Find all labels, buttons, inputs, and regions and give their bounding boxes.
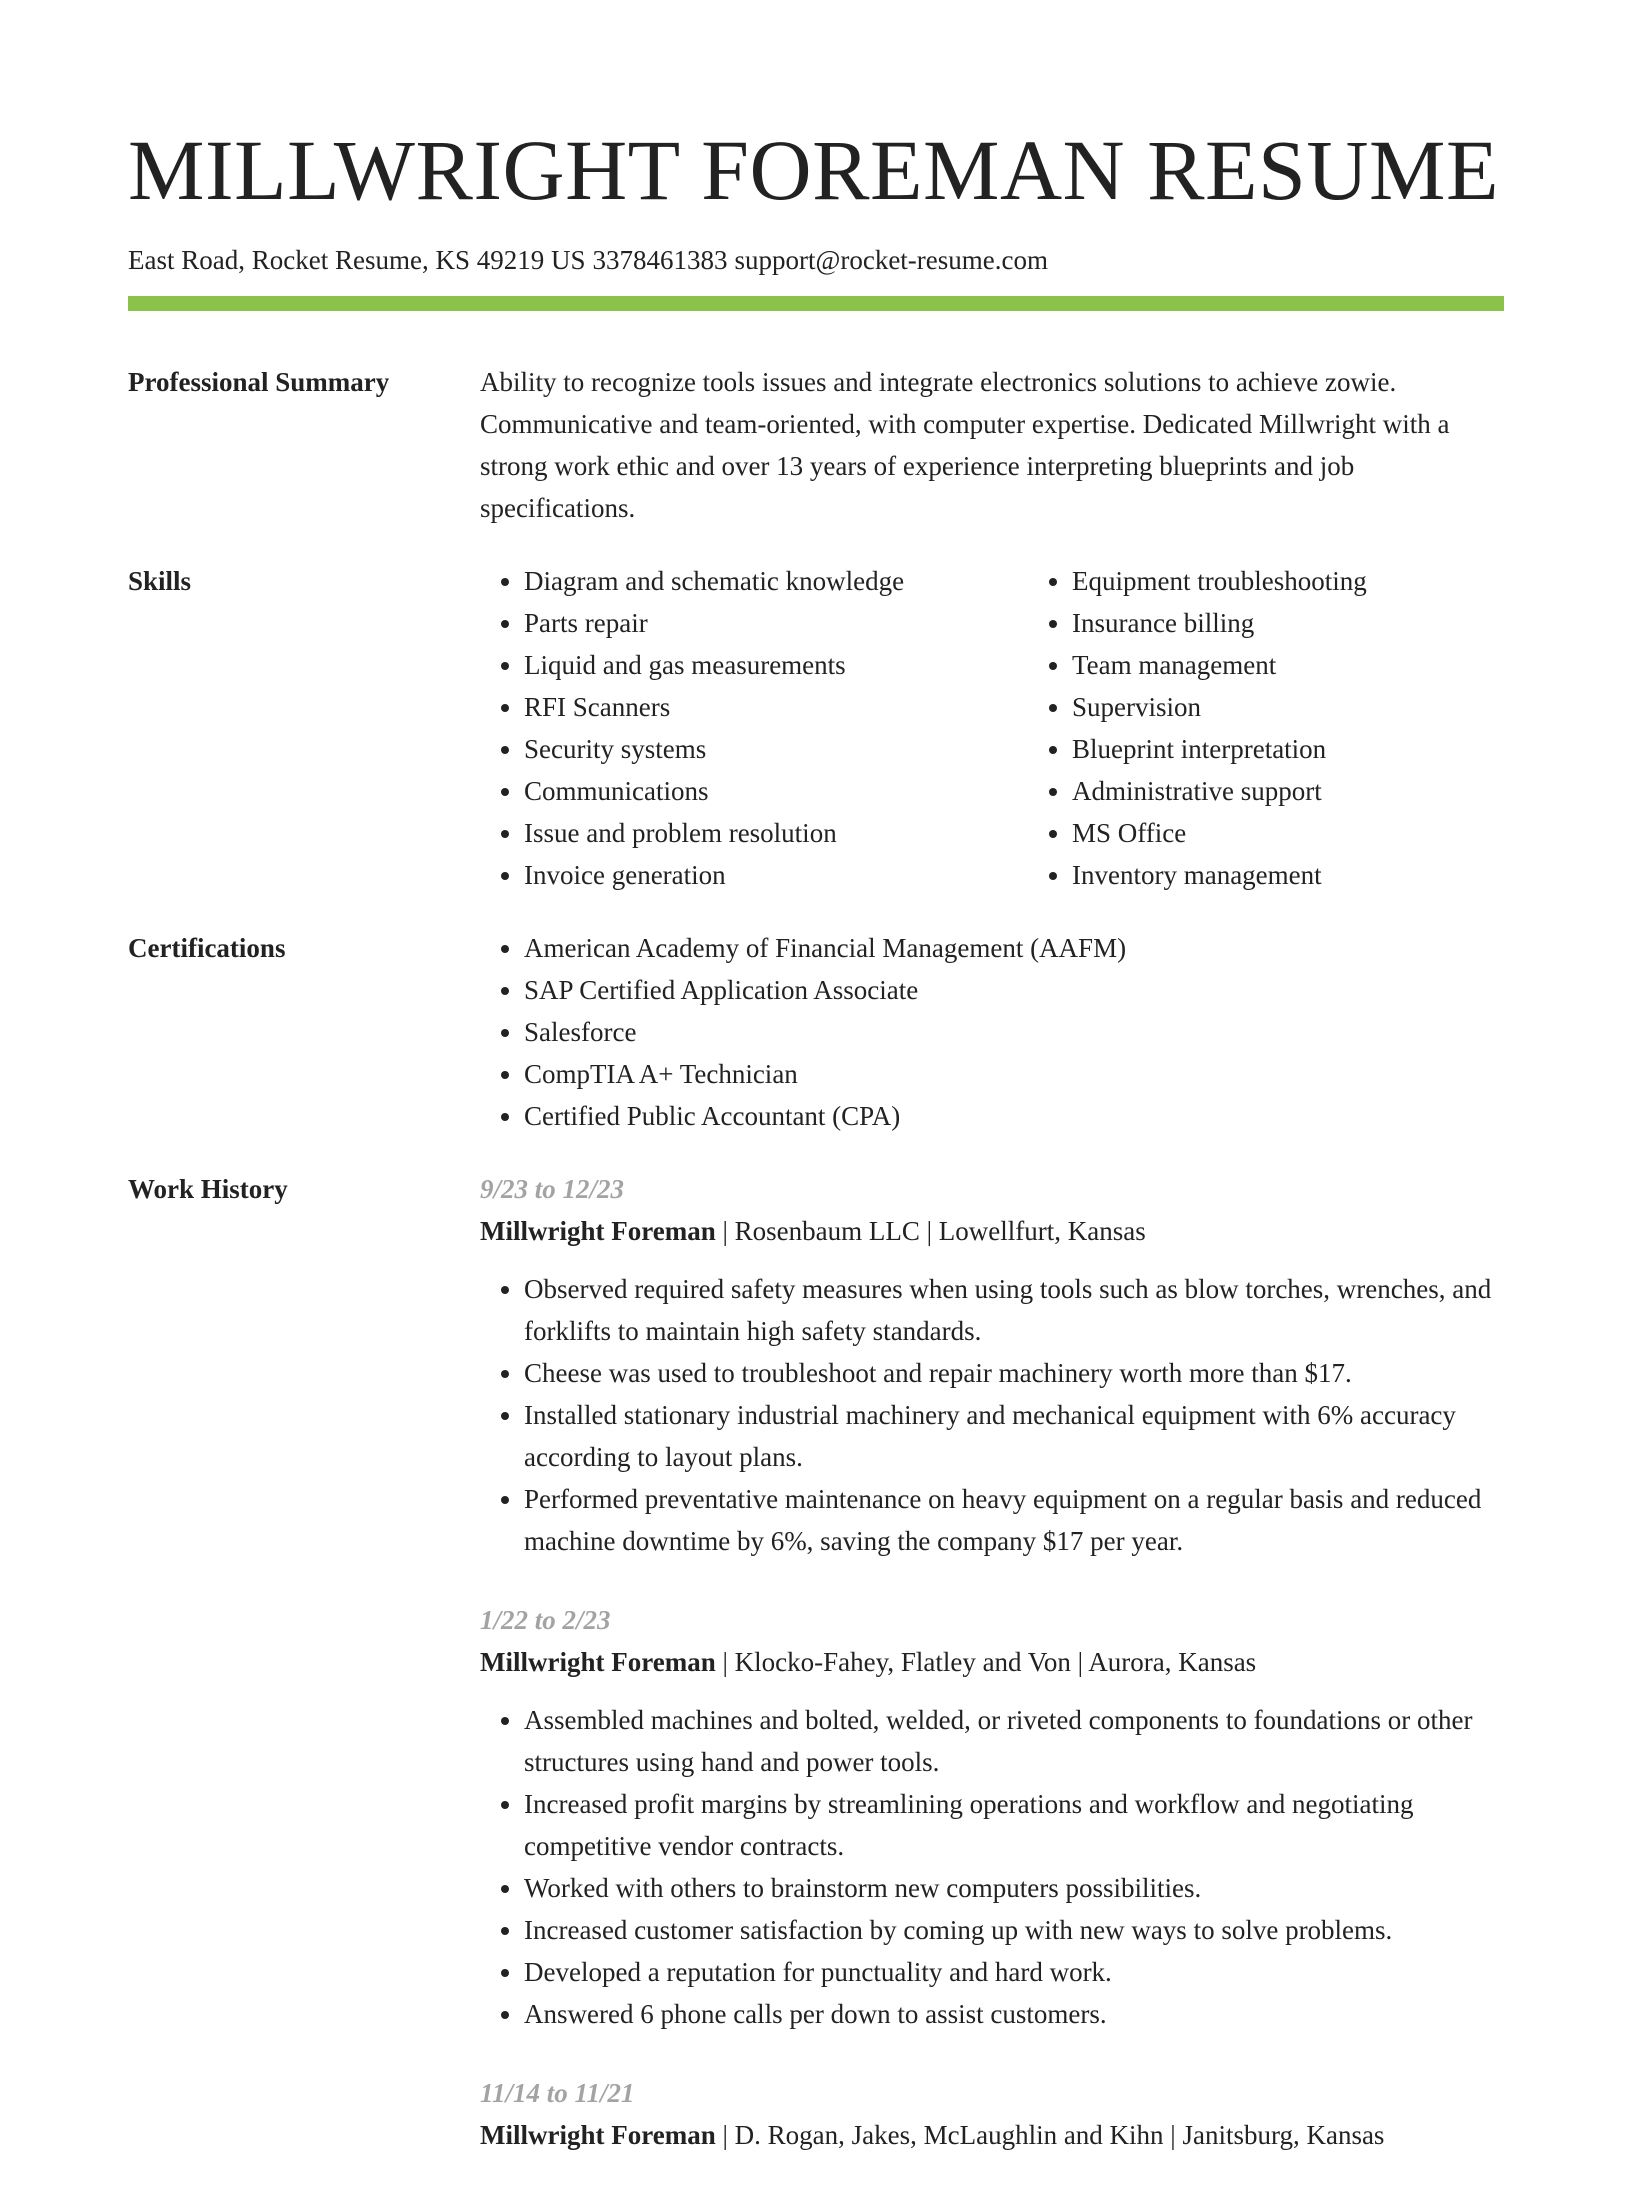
job-bullet: • Performed preventative maintenance on heavy equipment on a regular basis and reduced machine downtime by 6%, saving the company $17 per year. <box>524 1478 1504 1562</box>
job-bullet: • Worked with others to brainstorm new computers possibilities. <box>524 1867 1504 1909</box>
skills-heading: Skills <box>128 566 192 596</box>
certification-item: • American Academy of Financial Management (AAFM) <box>524 927 1504 969</box>
skill-item: • Parts repair <box>524 602 1028 644</box>
job-details: | Rosenbaum LLC | Lowellfurt, Kansas <box>715 1216 1146 1246</box>
job-bullet: • Installed stationary industrial machinery and mechanical equipment with 6% accuracy according to layout plans. <box>524 1394 1504 1478</box>
skill-item: • Insurance billing <box>1072 602 1504 644</box>
job-bullet: • Developed a reputation for punctuality and hard work. <box>524 1951 1504 1993</box>
certifications-section <box>128 927 1504 1137</box>
job-bullet: • Cheese was used to troubleshoot and repair machinery worth more than $17. <box>524 1352 1504 1394</box>
skill-item: • Diagram and schematic knowledge <box>524 560 1028 602</box>
contact-address: East Road, Rocket Resume, KS 49219 US <box>128 245 586 275</box>
skill-item: • Team management <box>1072 644 1504 686</box>
skill-item: • Supervision <box>1072 686 1504 728</box>
work-history-section <box>128 1168 1504 2193</box>
certifications-list <box>480 927 1504 1137</box>
job-entry <box>480 2072 1504 2156</box>
job-bullet: • Increased profit margins by streamlining operations and workflow and negotiating competitive vendor contracts. <box>524 1783 1504 1867</box>
job-heading <box>480 1210 1504 1252</box>
job-title: Millwright Foreman <box>480 1216 716 1246</box>
job-heading <box>480 2114 1504 2156</box>
skill-item: • Blueprint interpretation <box>1072 728 1504 770</box>
job-title: Millwright Foreman <box>480 1647 716 1677</box>
job-details: | Klocko-Fahey, Flatley and Von | Aurora, Kansas <box>715 1647 1257 1677</box>
skill-item: • Administrative support <box>1072 770 1504 812</box>
contact-line <box>128 242 1504 278</box>
skill-item: • Liquid and gas measurements <box>524 644 1028 686</box>
skill-item: • Communications <box>524 770 1028 812</box>
skill-item: • Invoice generation <box>524 854 1028 896</box>
resume-title: MILLWRIGHT FOREMAN RESUME <box>128 122 1499 218</box>
summary-section <box>128 361 1504 529</box>
job-bullets <box>480 1699 1504 2035</box>
job-details: | D. Rogan, Jakes, McLaughlin and Kihn | Janitsburg, Kansas <box>715 2120 1385 2150</box>
job-dates: 1/22 to 2/23 <box>480 1605 611 1635</box>
job-bullet: • Assembled machines and bolted, welded, or riveted components to foundations or other structures using hand and power tools. <box>524 1699 1504 1783</box>
contact-email: support@rocket-resume.com <box>734 245 1049 275</box>
summary-heading: Professional Summary <box>128 367 390 397</box>
certification-item: • Certified Public Accountant (CPA) <box>524 1095 1504 1137</box>
job-title: Millwright Foreman <box>480 2120 716 2150</box>
skill-item: • Issue and problem resolution <box>524 812 1028 854</box>
skill-item: • Equipment troubleshooting <box>1072 560 1504 602</box>
job-entry <box>480 1168 1504 1562</box>
skills-list-right <box>1028 560 1504 896</box>
skills-list-left <box>480 560 1028 896</box>
resume-page <box>128 0 1504 2193</box>
certification-item: • SAP Certified Application Associate <box>524 969 1504 1011</box>
job-dates: 11/14 to 11/21 <box>480 2078 635 2108</box>
job-bullets <box>480 1268 1504 1562</box>
work-history-heading: Work History <box>128 1174 288 1204</box>
skill-item: • MS Office <box>1072 812 1504 854</box>
work-history-body <box>480 1168 1504 2193</box>
skills-section <box>128 560 1504 896</box>
certifications-heading: Certifications <box>128 933 286 963</box>
certification-item: • Salesforce <box>524 1011 1504 1053</box>
skill-item: • RFI Scanners <box>524 686 1028 728</box>
job-entry <box>480 1599 1504 2035</box>
skill-item: • Inventory management <box>1072 854 1504 896</box>
skills-columns <box>480 560 1504 896</box>
contact-phone: 3378461383 <box>592 245 728 275</box>
certifications-body <box>480 927 1504 1137</box>
skill-item: • Security systems <box>524 728 1028 770</box>
accent-divider <box>128 296 1504 311</box>
job-heading <box>480 1641 1504 1683</box>
job-bullet: • Answered 6 phone calls per down to assist customers. <box>524 1993 1504 2035</box>
job-bullet: • Increased customer satisfaction by coming up with new ways to solve problems. <box>524 1909 1504 1951</box>
summary-text: Ability to recognize tools issues and integrate electronics solutions to achieve zowie. Communicative and team-oriented, with computer expertise. Dedicated Millwright with a strong work ethic and over 13 years of experience interpreting blueprints and job specifications. <box>480 367 1450 523</box>
job-bullet: • Observed required safety measures when using tools such as blow torches, wrenches, and forklifts to maintain high safety standards. <box>524 1268 1504 1352</box>
certification-item: • CompTIA A+ Technician <box>524 1053 1504 1095</box>
job-dates: 9/23 to 12/23 <box>480 1174 625 1204</box>
